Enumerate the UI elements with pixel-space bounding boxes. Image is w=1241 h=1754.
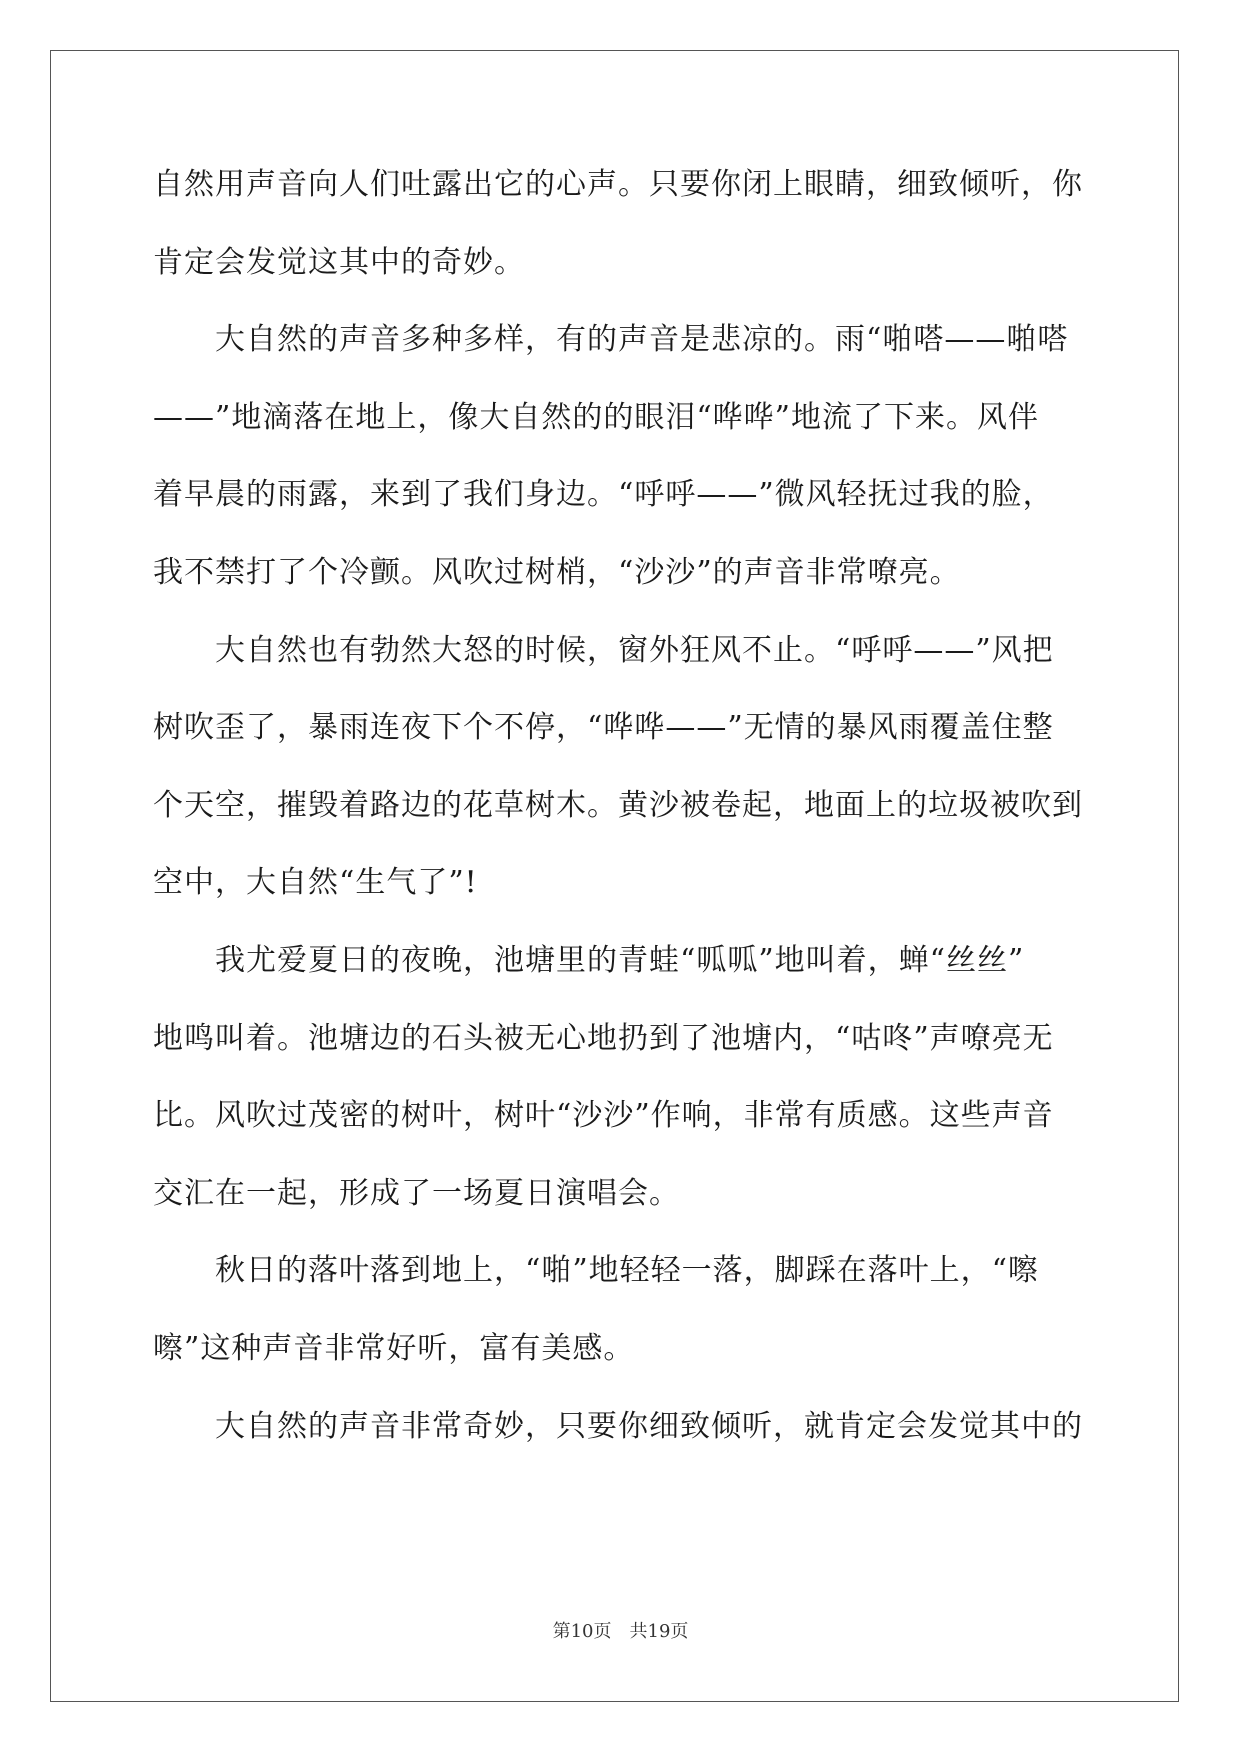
text-line: 我尤爱夏日的夜晚，池塘里的青蛙“呱呱”地叫着，蝉“丝丝” — [153, 942, 1025, 978]
text-line: 树吹歪了，暴雨连夜下个不停，“哗哗——”无情的暴风雨覆盖住整 — [153, 710, 1054, 746]
text-line: 嚓”这种声音非常好听，富有美感。 — [153, 1330, 635, 1366]
page-number-footer: 第10页 共19页 — [552, 1621, 689, 1642]
text-line: 我不禁打了个冷颤。风吹过树梢，“沙沙”的声音非常嘹亮。 — [153, 554, 961, 590]
text-line: 地鸣叫着。池塘边的石头被无心地扔到了池塘内，“咕咚”声嘹亮无 — [153, 1020, 1054, 1056]
text-line: ——”地滴落在地上，像大自然的的眼泪“哗哗”地流了下来。风伴 — [153, 399, 1040, 435]
text-line: 着早晨的雨露，来到了我们身边。“呼呼——”微风轻抚过我的脸， — [153, 477, 1054, 513]
text-line: 大自然的声音非常奇妙，只要你细致倾听，就肯定会发觉其中的 — [153, 1408, 1083, 1444]
text-line: 空中，大自然“生气了”! — [153, 865, 478, 901]
text-line: 肯定会发觉这其中的奇妙。 — [153, 244, 525, 280]
document-body — [153, 163, 1085, 1482]
text-line: 大自然也有勃然大怒的时候，窗外狂风不止。“呼呼——”风把 — [153, 632, 1054, 668]
text-line: 自然用声音向人们吐露出它的心声。只要你闭上眼睛，细致倾听，你 — [153, 167, 1083, 202]
text-line: 个天空，摧毁着路边的花草树木。黄沙被卷起，地面上的垃圾被吹到 — [153, 787, 1083, 823]
text-line: 比。风吹过茂密的树叶，树叶“沙沙”作响，非常有质感。这些声音 — [153, 1098, 1054, 1134]
text-line: 大自然的声音多种多样，有的声音是悲凉的。雨“啪嗒——啪嗒 — [153, 322, 1069, 358]
text-line: 交汇在一起，形成了一场夏日演唱会。 — [153, 1175, 680, 1211]
text-line: 秋日的落叶落到地上，“啪”地轻轻一落，脚踩在落叶上，“嚓 — [153, 1253, 1040, 1289]
